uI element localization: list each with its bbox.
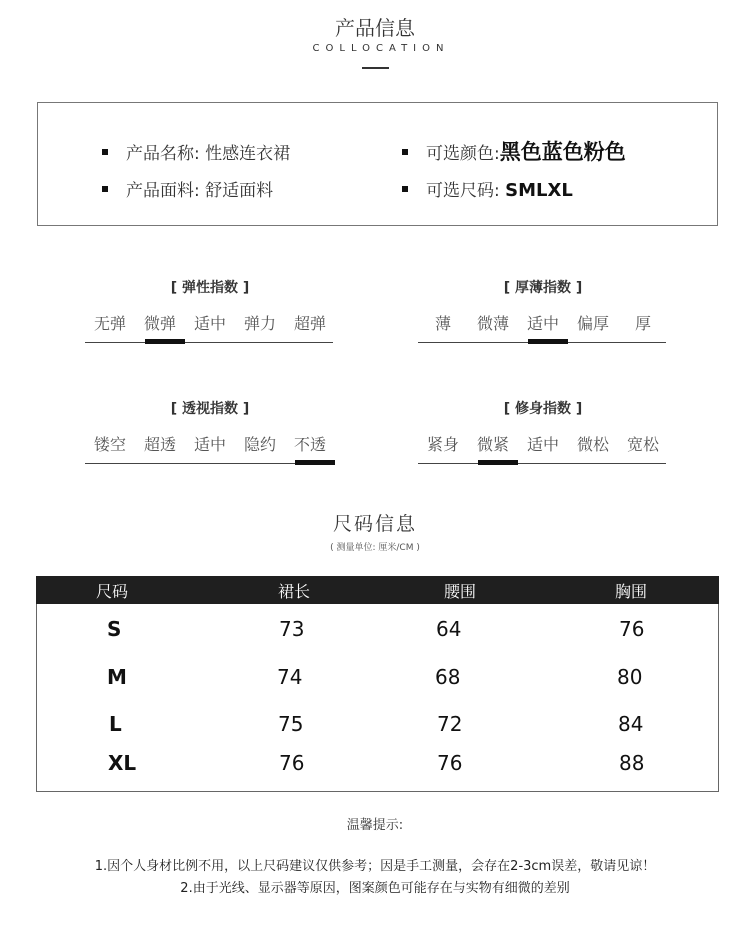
scale-options: [85, 311, 335, 334]
cell-bust: 88: [619, 751, 645, 775]
scale-options: [418, 432, 668, 455]
title-divider: [362, 67, 389, 69]
scale-marker: [295, 460, 335, 465]
product-fabric-row: [102, 176, 273, 201]
cell-bust: 84: [618, 712, 644, 736]
product-name-row: [102, 139, 290, 164]
scale-option: 隐约: [243, 435, 276, 454]
scale-option: 弹力: [243, 314, 276, 333]
cell-length: 74: [277, 665, 303, 689]
scale-option: 微弹: [143, 314, 176, 333]
scale-option: 不透: [293, 435, 326, 454]
size-section-title: 尺码信息: [332, 513, 417, 535]
scale-option: 宽松: [626, 435, 659, 454]
cell-size: S: [107, 617, 122, 641]
product-color-label: 可选颜色:: [426, 144, 500, 164]
cell-bust: 80: [617, 665, 643, 689]
scale-option: 紧身: [426, 435, 459, 454]
product-name-value: 性感连衣裙: [205, 144, 291, 164]
bullet-icon: [402, 186, 408, 192]
product-name-label: 产品名称:: [126, 144, 200, 164]
product-fabric-label: 产品面料:: [126, 181, 200, 201]
size-table: [36, 576, 719, 792]
column-header-length: 裙长: [278, 582, 311, 601]
scale-title: [ 弹性指数 ]: [170, 280, 250, 296]
product-color-row: [402, 136, 626, 166]
scale-options: [418, 311, 668, 334]
scale-option: 适中: [526, 314, 559, 333]
scale-options: [85, 432, 335, 455]
tip-line-2: 2.由于光线、显示器等原因，图案颜色可能存在与实物有细微的差别: [180, 881, 570, 896]
cell-size: XL: [108, 751, 137, 775]
bullet-icon: [402, 149, 408, 155]
product-size-label: 可选尺码:: [426, 181, 500, 201]
scale-option: 微薄: [476, 314, 509, 333]
scale-line: [418, 463, 666, 464]
product-info-box: [37, 102, 718, 226]
cell-waist: 64: [436, 617, 462, 641]
scale-option: 超透: [143, 435, 176, 454]
page-subtitle: COLLOCATION: [312, 43, 450, 54]
cell-size: M: [107, 665, 127, 689]
product-size-value: SMLXL: [505, 180, 573, 201]
cell-waist: 76: [437, 751, 463, 775]
cell-bust: 76: [619, 617, 645, 641]
scale-option: 微紧: [476, 435, 509, 454]
page-title: 产品信息: [335, 16, 415, 40]
scale-option: 厚: [634, 314, 651, 333]
scale-title: [ 透视指数 ]: [170, 401, 250, 417]
scale-option: 适中: [193, 435, 226, 454]
tips-title: 温馨提示:: [346, 818, 404, 833]
scale-option: 偏厚: [576, 314, 609, 333]
cell-size: L: [109, 712, 122, 736]
scale-option: 微松: [576, 435, 609, 454]
column-header-size: 尺码: [96, 582, 129, 601]
cell-waist: 68: [435, 665, 461, 689]
scale-marker: [145, 339, 185, 344]
bullet-icon: [102, 186, 108, 192]
scale-option: 适中: [526, 435, 559, 454]
cell-length: 76: [279, 751, 305, 775]
scale-marker: [528, 339, 568, 344]
tip-line-1: 1.因个人身材比例不用，以上尺码建议仅供参考；因是手工测量，会存在2-3cm误差，敬请见谅！: [94, 859, 656, 874]
product-size-row: [402, 176, 573, 201]
cell-length: 73: [279, 617, 305, 641]
column-header-waist: 腰围: [444, 582, 477, 601]
product-color-value: 黑色蓝色粉色: [499, 140, 626, 164]
measurement-unit-note: ( 测量单位: 厘米/CM ): [330, 543, 420, 553]
scale-line: [85, 342, 333, 343]
scale-option: 超弹: [293, 314, 326, 333]
scale-option: 无弹: [93, 314, 126, 333]
scale-option: 适中: [193, 314, 226, 333]
scale-marker: [478, 460, 518, 465]
cell-waist: 72: [437, 712, 463, 736]
scale-title: [ 厚薄指数 ]: [503, 280, 583, 296]
table-header: [36, 576, 719, 604]
product-fabric-value: 舒适面料: [205, 181, 274, 201]
cell-length: 75: [278, 712, 304, 736]
scale-option: 镂空: [93, 435, 126, 454]
column-header-bust: 胸围: [615, 582, 648, 601]
bullet-icon: [102, 149, 108, 155]
scale-title: [ 修身指数 ]: [503, 401, 583, 417]
scale-option: 薄: [434, 314, 451, 333]
